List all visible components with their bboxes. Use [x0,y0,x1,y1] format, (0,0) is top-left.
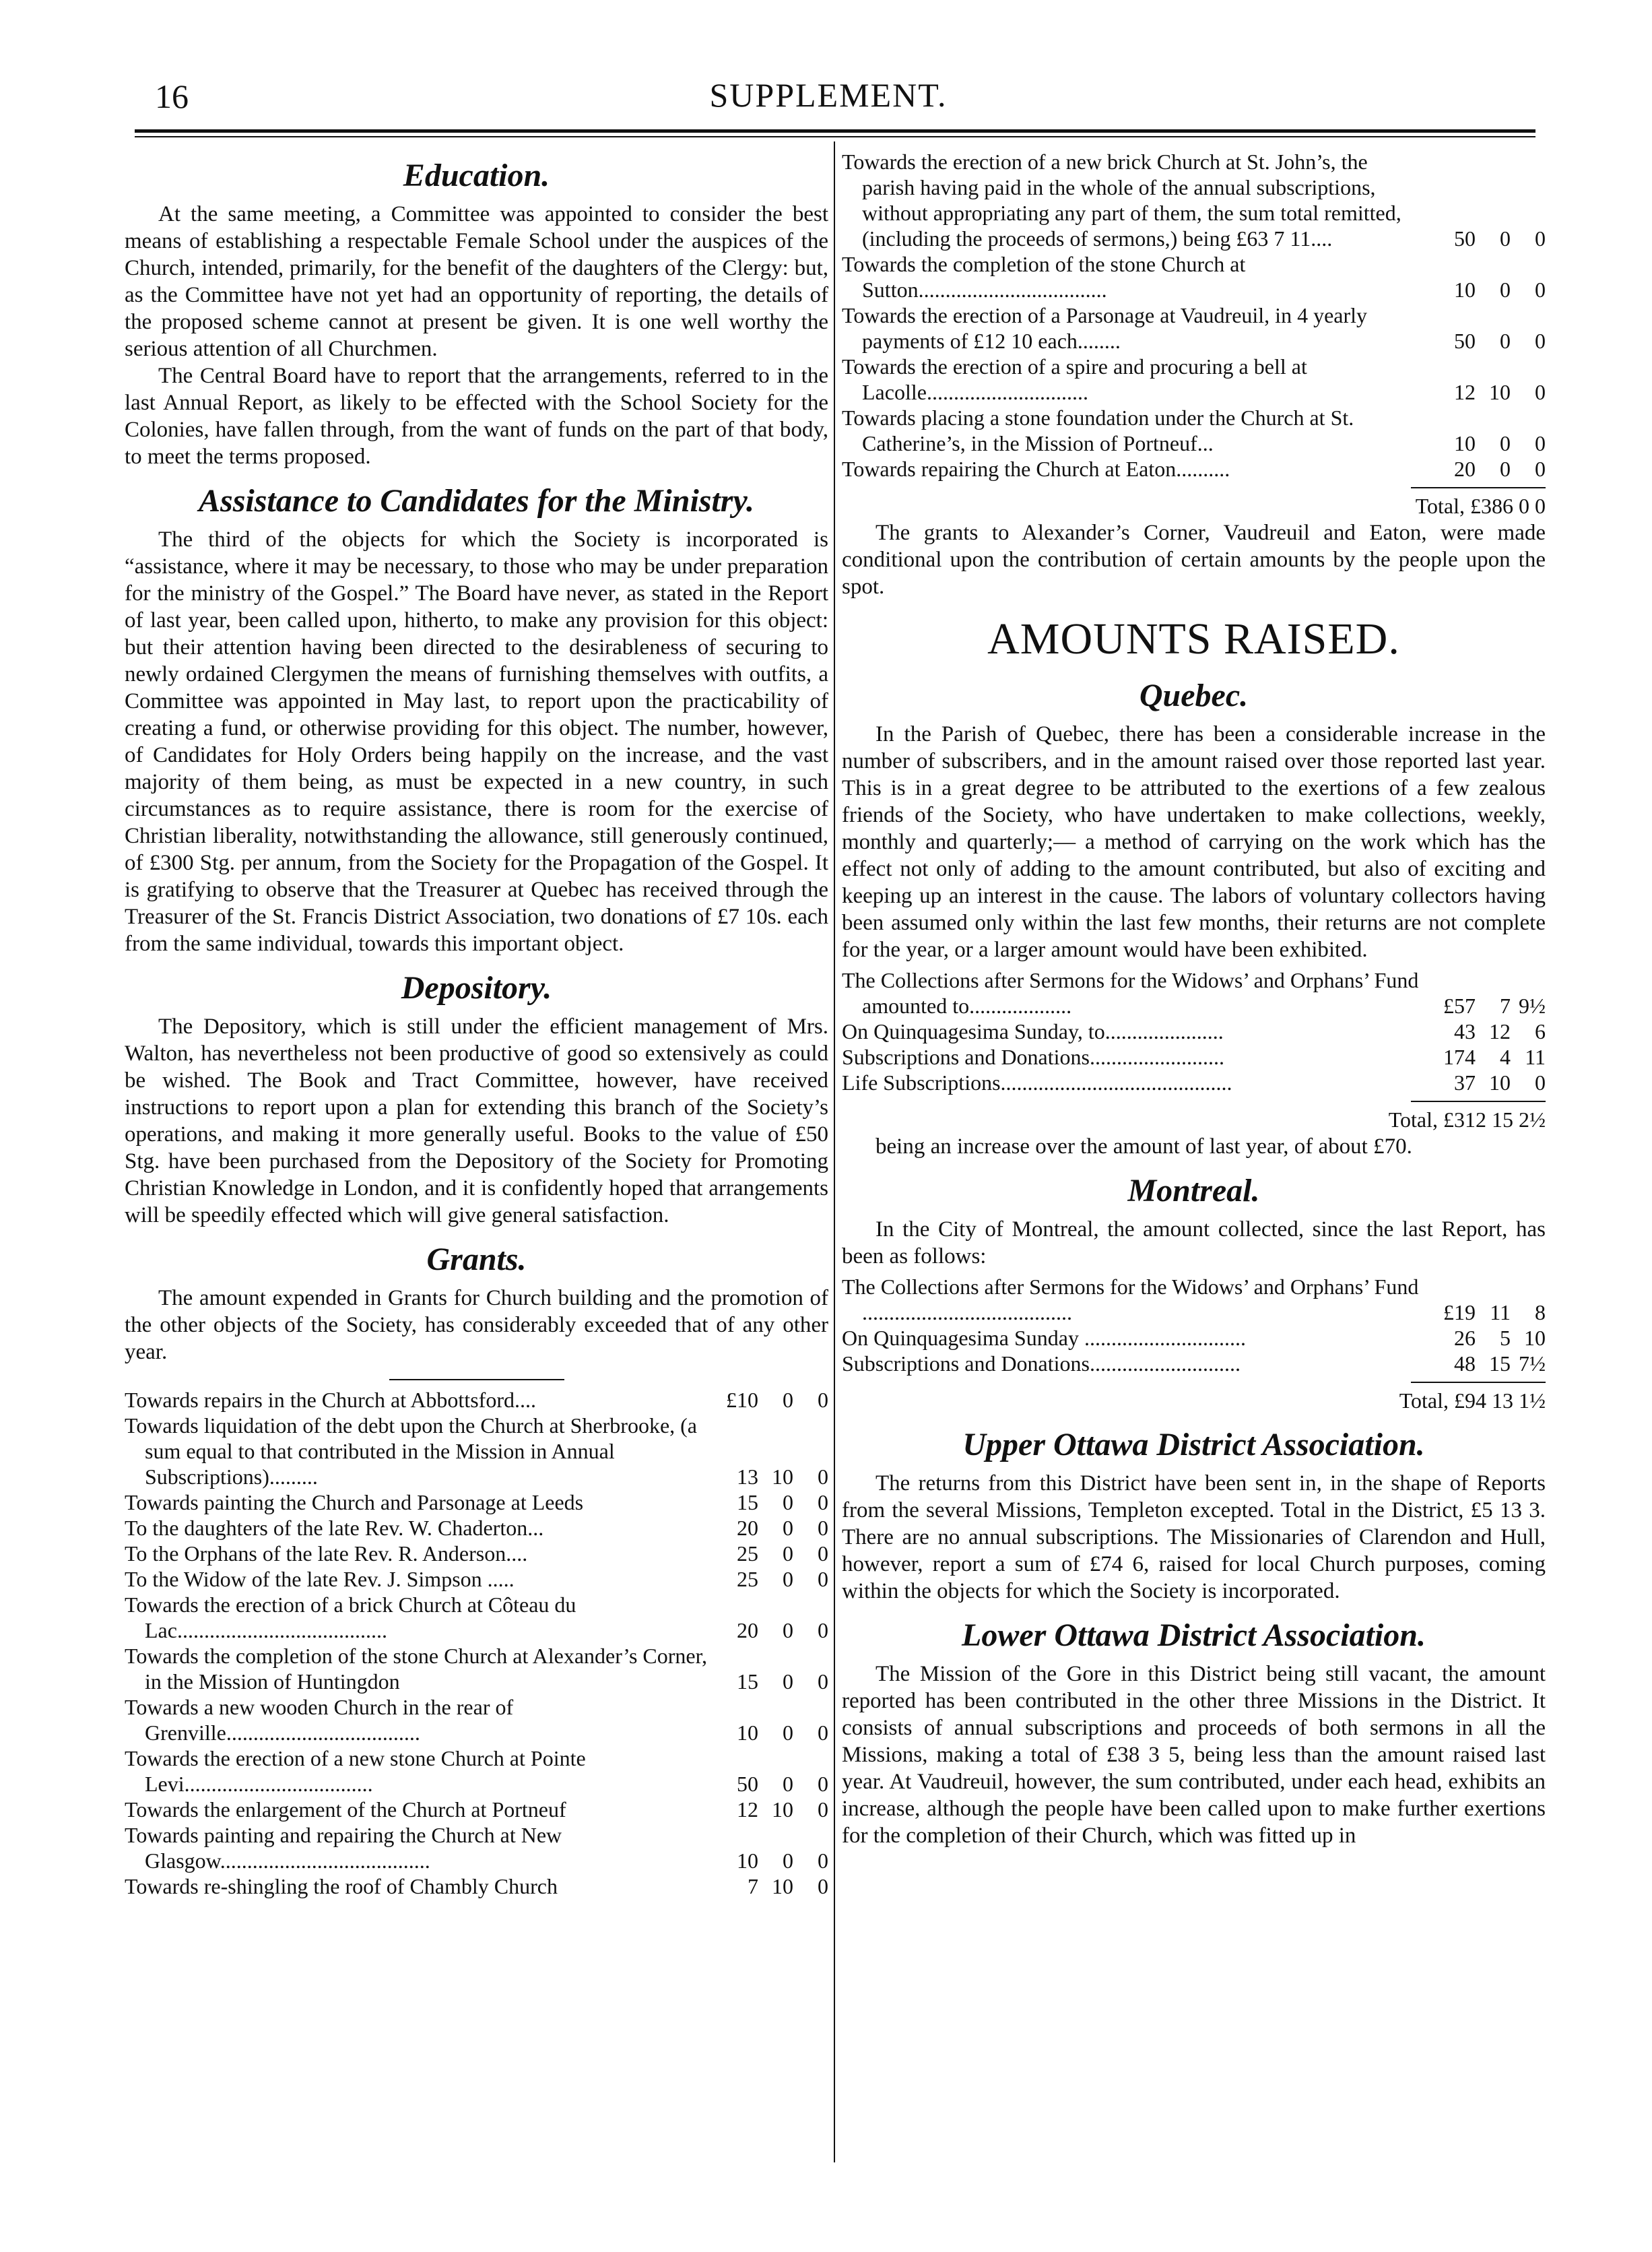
grants-total: Total, £386 0 0 [1415,494,1546,518]
amount-label: The Collections after Sermons for the Widows’ and Orphans’ Fund ....................................... [842,1275,1419,1324]
shillings: 0 [783,1669,793,1694]
shillings: 0 [783,1848,793,1873]
lower-ottawa-paragraph: The Mission of the Gore in this District being still vacant, the amount reported has been contributed in the other three Missions in the District. It consists of annual subscriptions and proceeds of both sermons in all the Missions, making a total of £38 3 5, being less than the amount raised last year. At Vaudreuil, however, the sum contributed, under each head, exhibits an increase, although the people have been called upon to make further exertions for the completion of their Church, which was fitted up in [842,1662,1546,1848]
pounds: 174 [1443,1045,1476,1069]
pounds: 10 [1454,431,1476,455]
quebec-after: being an increase over the amount of last year, of about £70. [875,1134,1412,1159]
quebec-total: Total, £312 15 2½ [1388,1107,1546,1132]
grant-label: Towards repairing the Church at Eaton.......... [842,457,1230,481]
upper-ottawa-paragraph: The returns from this District have been sent in, in the shape of Reports from the several Missions, Templeton excepted. Total in the District, £5 13 3. There are no annual subscriptions. The Missionaries of Clarendon and Hull, however, report a sum of £74 6, raised for local Church purposes, coming within the objects for which the Society is incorporated. [842,1471,1546,1603]
shillings: 0 [1500,431,1511,455]
grant-amount [707,1797,828,1822]
pence: 0 [818,1720,828,1745]
quebec-heading: Quebec. [1139,678,1249,713]
pence: 10 [1524,1326,1546,1350]
grant-row [125,1822,828,1873]
grants-paragraph: The amount expended in Grants for Church building and the promotion of the other objects of the Society, has considerably exceeded that of any other year. [125,1286,828,1364]
pence: 0 [818,1541,828,1566]
pence: 0 [818,1490,828,1514]
grants-list [125,1387,828,1899]
grant-label: Towards painting and repairing the Church at New Glasgow....................................... [125,1823,562,1873]
pence: 0 [818,1618,828,1642]
pence: 0 [818,1797,828,1822]
grant-label: To the Widow of the late Rev. J. Simpson ..... [125,1567,515,1591]
grant-amount [707,1566,828,1592]
right-column [842,145,1546,1849]
pounds: £10 [726,1388,758,1412]
pence: 0 [818,1465,828,1489]
grant-row [842,456,1546,482]
pounds: 13 [737,1465,758,1489]
running-title: SUPPLEMENT. [709,76,948,114]
grant-row [125,1387,828,1413]
grant-label: Towards the completion of the stone Church at Sutton................................... [842,252,1246,302]
assistance-paragraph: The third of the objects for which the Society is incorporated is “assistance, where it may be necessary, to those who may be under preparation for the ministry of the Gospel.” The Board have never, as stated in the Report of last year, been called upon, hitherto, to make any provision for this object: but their attention having been directed to the desirableness of securing to newly ordained Clergymen the means of furnishing themselves with outfits, a Committee was appointed in May last, to report upon the practicability of creating a fund, or otherwise providing for this object. The number, however, of Candidates for Holy Orders being happily on the increase, and the vast majority of them being, as must be expected in a new country, in such circumstances as to require assistance, there is room for the exercise of Christian liberality, notwithstanding the allowance, still generously continued, of £300 Stg. per annum, from the Society for the Propagation of the Gospel. It is gratifying to observe that the Treasurer at Quebec has received through the Treasurer of the St. Francis District Association, two donations of £7 10s. each from the same individual, towards this important object. [125,527,828,956]
shillings: 10 [1489,380,1511,404]
assistance-heading: Assistance to Candidates for the Ministry. [199,483,754,519]
grant-amount [707,1669,828,1694]
grant-amount [707,1771,828,1797]
grant-label: Towards the erection of a new stone Church at Pointe Levi................................... [125,1746,586,1796]
grant-label: To the Orphans of the late Rev. R. Anderson.... [125,1541,528,1566]
amount-label: Subscriptions and Donations......................... [842,1045,1224,1069]
grant-amount [707,1464,828,1489]
grant-row [842,405,1546,456]
amount-row [842,1274,1546,1325]
grant-amount [1424,379,1546,405]
pounds: 15 [737,1669,758,1694]
shillings: 0 [783,1541,793,1566]
grant-row [125,1515,828,1541]
grant-amount [1424,328,1546,354]
shillings: 0 [783,1388,793,1412]
pence: 0 [1535,1070,1546,1095]
shillings: 10 [772,1874,793,1898]
shillings: 12 [1489,1019,1511,1043]
grant-label: Towards a new wooden Church in the rear of Grenville.................................... [125,1695,514,1745]
grant-row [125,1873,828,1899]
grant-label: Towards the erection of a spire and procuring a bell at Lacolle.............................. [842,354,1307,404]
pounds: 50 [737,1772,758,1796]
grant-row [125,1566,828,1592]
pence: 0 [818,1388,828,1412]
grant-amount [707,1720,828,1745]
shillings: 0 [1500,226,1511,251]
amount-row [842,1019,1546,1044]
pence: 8 [1535,1300,1546,1324]
amount-row [842,1351,1546,1376]
pounds: 50 [1454,329,1476,353]
grant-row [842,251,1546,302]
grant-row [842,354,1546,405]
montreal-heading: Montreal. [1127,1173,1260,1209]
grant-amount [1424,430,1546,456]
pence: 7½ [1519,1351,1546,1376]
grant-label: Towards repairs in the Church at Abbottsford.... [125,1388,536,1412]
shillings: 0 [783,1720,793,1745]
grant-label: Towards re-shingling the roof of Chambly Church [125,1874,558,1898]
lower-ottawa-heading: Lower Ottawa District Association. [962,1617,1426,1653]
amount-value [1424,1299,1546,1325]
amount-row [842,1044,1546,1070]
shillings: 7 [1500,994,1511,1018]
grant-row [125,1489,828,1515]
pounds: 43 [1454,1019,1476,1043]
grant-amount [707,1873,828,1899]
pence: 6 [1535,1019,1546,1043]
grant-row [125,1541,828,1566]
amount-label: On Quinquagesima Sunday, to...................... [842,1019,1224,1043]
grant-amount [1424,277,1546,302]
grant-row [842,302,1546,354]
pence: 0 [818,1874,828,1898]
sum-rule [1411,1382,1546,1383]
grants-heading: Grants. [426,1242,527,1277]
pounds: 15 [737,1490,758,1514]
grant-row [125,1745,828,1797]
amount-row [842,1325,1546,1351]
grant-label: Towards the completion of the stone Church at Alexander’s Corner, in the Mission of Huntingdon [125,1644,707,1694]
grants-list-continued [842,149,1546,482]
grant-label: Towards the erection of a new brick Church at St. John’s, the parish having paid in the whole of the annual subscriptions, without appropriating any part of them, the sum total remitted, (including the proceeds of sermons,) being £63 7 11.... [842,150,1401,251]
amount-label: Subscriptions and Donations............................ [842,1351,1241,1376]
montreal-total: Total, £94 13 1½ [1399,1388,1546,1413]
grant-label: Towards the erection of a brick Church at Côteau du Lac....................................... [125,1593,576,1642]
pence: 0 [818,1567,828,1591]
quebec-list [842,967,1546,1095]
amount-value [1424,993,1546,1019]
grant-amount [707,1489,828,1515]
grant-amount [707,1515,828,1541]
pounds: 10 [1454,278,1476,302]
amount-label: The Collections after Sermons for the Widows’ and Orphans’ Fund amounted to................... [842,968,1419,1018]
grant-row [842,149,1546,251]
pounds: 37 [1454,1070,1476,1095]
pence: 0 [1535,226,1546,251]
pence: 0 [1535,278,1546,302]
pounds: 48 [1454,1351,1476,1376]
pence: 0 [818,1848,828,1873]
grant-label: Towards painting the Church and Parsonage at Leeds [125,1490,584,1514]
shillings: 5 [1500,1326,1511,1350]
grant-label: Towards liquidation of the debt upon the Church at Sherbrooke, (a sum equal to that contributed in the Mission in Annual Subscriptions)......... [125,1413,697,1489]
pounds: 7 [748,1874,758,1898]
pounds: 12 [1454,380,1476,404]
pounds: 10 [737,1848,758,1873]
grant-label: Towards the enlargement of the Church at Portneuf [125,1797,566,1822]
pounds: 20 [1454,457,1476,481]
shillings: 10 [772,1465,793,1489]
header-rule [135,129,1535,133]
pence: 0 [818,1669,828,1694]
grant-amount [707,1387,828,1413]
header-rule-thin [135,136,1535,137]
grant-amount [1424,226,1546,251]
grant-amount [1424,456,1546,482]
grant-amount [707,1848,828,1873]
amount-label: Life Subscriptions........................................... [842,1070,1232,1095]
shillings: 0 [1500,457,1511,481]
amount-value [1424,1070,1546,1095]
shillings: 10 [1489,1070,1511,1095]
pence: 9½ [1519,994,1546,1018]
grant-row [125,1592,828,1643]
montreal-list [842,1274,1546,1376]
pounds: 20 [737,1618,758,1642]
grant-row [125,1643,828,1694]
pence: 0 [818,1772,828,1796]
pence: 11 [1525,1045,1546,1069]
shillings: 4 [1500,1045,1511,1069]
pounds: 50 [1454,226,1476,251]
left-column [125,145,828,1903]
pounds: £19 [1443,1300,1476,1324]
grant-row [125,1694,828,1745]
pence: 0 [1535,431,1546,455]
pounds: 10 [737,1720,758,1745]
page-header [121,73,1535,127]
pounds: 25 [737,1567,758,1591]
grant-amount [707,1617,828,1643]
grant-label: To the daughters of the late Rev. W. Chaderton... [125,1516,544,1540]
amounts-raised-heading: AMOUNTS RAISED. [987,614,1400,664]
shillings: 0 [783,1567,793,1591]
column-divider [834,141,835,2162]
grant-label: Towards placing a stone foundation under the Church at St. Catherine’s, in the Mission of Portneuf... [842,406,1354,455]
education-paragraph-1: At the same meeting, a Committee was appointed to consider the best means of establishing a respectable Female School under the auspices of the Church, intended, primarily, for the benefit of the daughters of the Clergy: but, as the Committee have not yet had an opportunity of reporting, the details of the proposed scheme cannot at present be given. It is one well worthy the serious attention of all Churchmen. [125,202,828,361]
grant-row [125,1413,828,1489]
shillings: 0 [1500,329,1511,353]
quebec-paragraph: In the Parish of Quebec, there has been a considerable increase in the number of subscribers, and in the amount raised over those reported last year. This is in a great degree to be attributed to the exertions of a few zealous friends of the Society, who have undertaken to make collections, weekly, monthly and quarterly;— a method of carrying on the work which has the effect not only of adding to the amount contributed, but also of exciting and keeping up an interest in the cause. The labors of voluntary collectors having been assumed only within the last few months, their returns are not complete for the year, or a larger amount would have been exhibited. [842,722,1546,962]
amount-value [1424,1019,1546,1044]
pounds: 25 [737,1541,758,1566]
grant-label: Towards the erection of a Parsonage at Vaudreuil, in 4 yearly payments of £12 10 each........ [842,303,1368,353]
pounds: £57 [1443,994,1476,1018]
page-number: 16 [155,77,189,115]
pence: 0 [1535,380,1546,404]
shillings: 0 [1500,278,1511,302]
amount-row [842,1070,1546,1095]
grants-note: The grants to Alexander’s Corner, Vaudreuil and Eaton, were made conditional upon the contribution of certain amounts by the people upon the spot. [842,521,1546,599]
amount-row [842,967,1546,1019]
grants-divider [389,1379,564,1380]
shillings: 0 [783,1516,793,1540]
grant-amount [707,1541,828,1566]
sum-rule [1411,487,1546,488]
shillings: 11 [1490,1300,1511,1324]
education-paragraph-2: The Central Board have to report that the arrangements, referred to in the last Annual Report, as likely to be effected with the School Society for the Colonies, have fallen through, from the want of funds on the part of that body, to meet the terms proposed. [125,364,828,469]
shillings: 0 [783,1772,793,1796]
education-heading: Education. [403,158,550,193]
amount-label: On Quinquagesima Sunday .............................. [842,1326,1246,1350]
montreal-paragraph: In the City of Montreal, the amount collected, since the last Report, has been as follows: [842,1217,1546,1268]
depository-paragraph: The Depository, which is still under the efficient management of Mrs. Walton, has nevertheless not been productive of good so extensively as could be wished. The Book and Tract Committee, however, have received instructions to report upon a plan for extending this branch of the Society’s operations, and making it more generally useful. Books to the value of £50 Stg. have been purchased from the Depository of the Society for Promoting Christian Knowledge in London, and it is confidently hoped that arrangements will be speedily effected which will give general satisfaction. [125,1015,828,1227]
shillings: 15 [1489,1351,1511,1376]
depository-heading: Depository. [401,970,552,1006]
shillings: 0 [783,1618,793,1642]
amount-value [1424,1325,1546,1351]
upper-ottawa-heading: Upper Ottawa District Association. [962,1427,1425,1462]
shillings: 0 [783,1490,793,1514]
amount-value [1424,1351,1546,1376]
pence: 0 [1535,329,1546,353]
sum-rule [1411,1101,1546,1102]
grant-row [125,1797,828,1822]
pounds: 12 [737,1797,758,1822]
amount-value [1424,1044,1546,1070]
pounds: 20 [737,1516,758,1540]
pence: 0 [1535,457,1546,481]
shillings: 10 [772,1797,793,1822]
pence: 0 [818,1516,828,1540]
pounds: 26 [1454,1326,1476,1350]
